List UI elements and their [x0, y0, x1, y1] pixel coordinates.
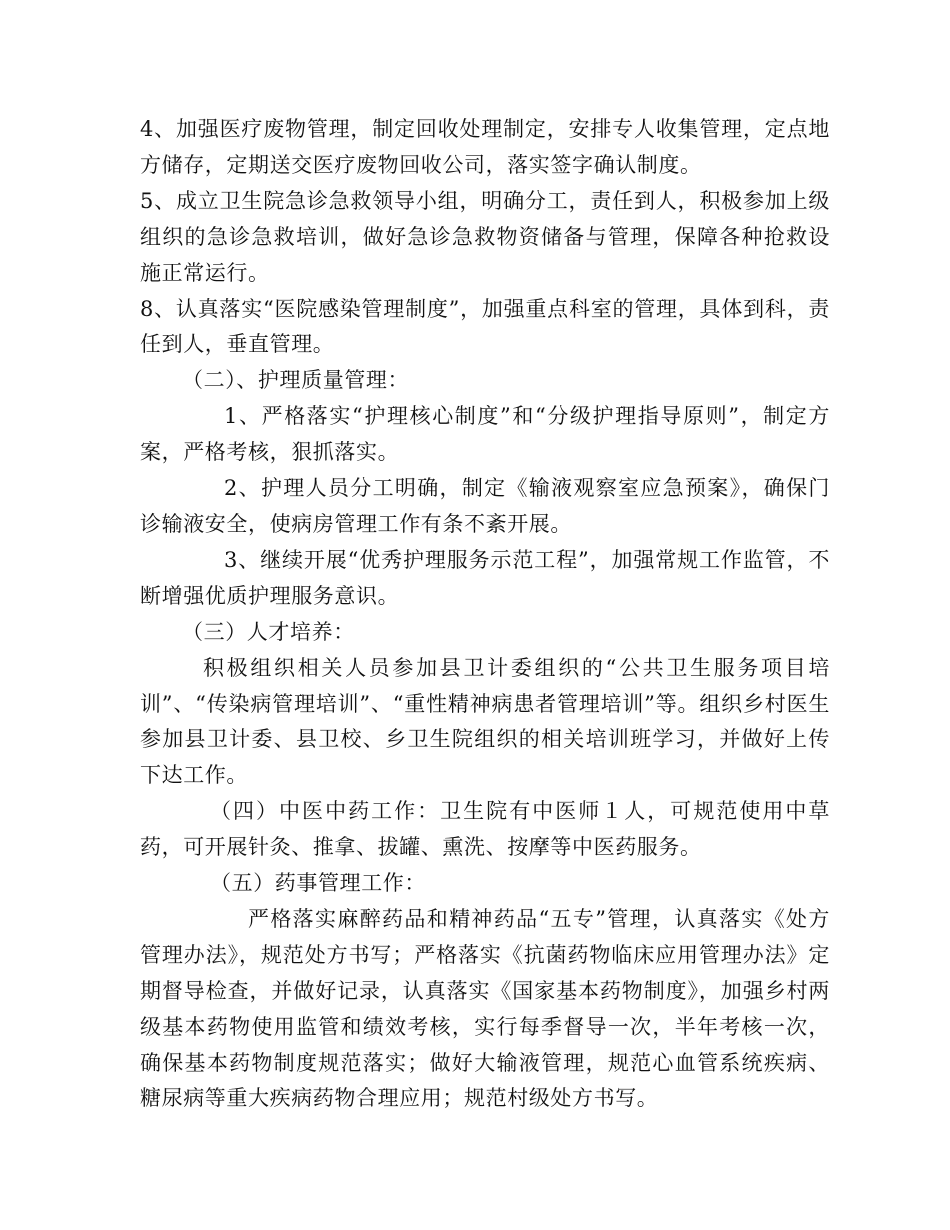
- paragraph-nursing-2: 2、护理人员分工明确，制定《输液观察室应急预案》，确保门诊输液安全，使病房管理工作有条不紊开展。: [140, 476, 830, 536]
- paragraph-item-8: 8、认真落实“医院感染管理制度”，加强重点科室的管理，具体到科，责任到人，垂直管理。: [140, 296, 830, 357]
- paragraph-talent: 积极组织相关人员参加县卫计委组织的“公共卫生服务项目培训”、“传染病管理培训”、“重性精神病患者管理培训”等。组织乡村医生参加县卫计委、县卫校、乡卫生院组织的相关培训班学习，并做好上传下达工作。: [140, 655, 830, 788]
- paragraph-item-4: 4、加强医疗废物管理，制定回收处理制定，安排专人收集管理，定点地方储存，定期送交医疗废物回收公司，落实签字确认制度。: [140, 117, 830, 177]
- section-heading-pharmacy: （五）药事管理工作：: [210, 871, 426, 896]
- paragraph-item-5: 5、成立卫生院急诊急救领导小组，明确分工，责任到人，积极参加上级组织的急诊急救培训，做好急诊急救物资储备与管理，保障各种抢救设施正常运行。: [140, 188, 830, 285]
- paragraph-nursing-3: 3、继续开展“优秀护理服务示范工程”，加强常规工作监管，不断增强优质护理服务意识。: [140, 547, 830, 608]
- document-body: [140, 112, 830, 1117]
- paragraph-tcm: （四）中医中药工作：卫生院有中医师１人，可规范使用中草药，可开展针灸、推拿、拔罐、熏洗、按摩等中医药服务。: [140, 799, 830, 860]
- section-heading-talent: （三）人才培养：: [182, 619, 355, 644]
- paragraph-nursing-1: 1、严格落实“护理核心制度”和“分级护理指导原则”，制定方案，严格考核，狠抓落实。: [140, 404, 830, 465]
- paragraph-pharmacy: 严格落实麻醉药品和精神药品“五专”管理，认真落实《处方管理办法》，规范处方书写；严格落实《抗菌药物临床应用管理办法》定期督导检查，并做好记录，认真落实《国家基本药物制度》，加强乡村两级基本药物使用监管和绩效考核，实行每季督导一次，半年考核一次，确保基本药物制度规范落实；做好大输液管理，规范心血管系统疾病、糖尿病等重大疾病药物合理应用；规范村级处方书写。: [140, 906, 830, 1111]
- section-heading-nursing: （二）、护理质量管理：: [182, 368, 410, 393]
